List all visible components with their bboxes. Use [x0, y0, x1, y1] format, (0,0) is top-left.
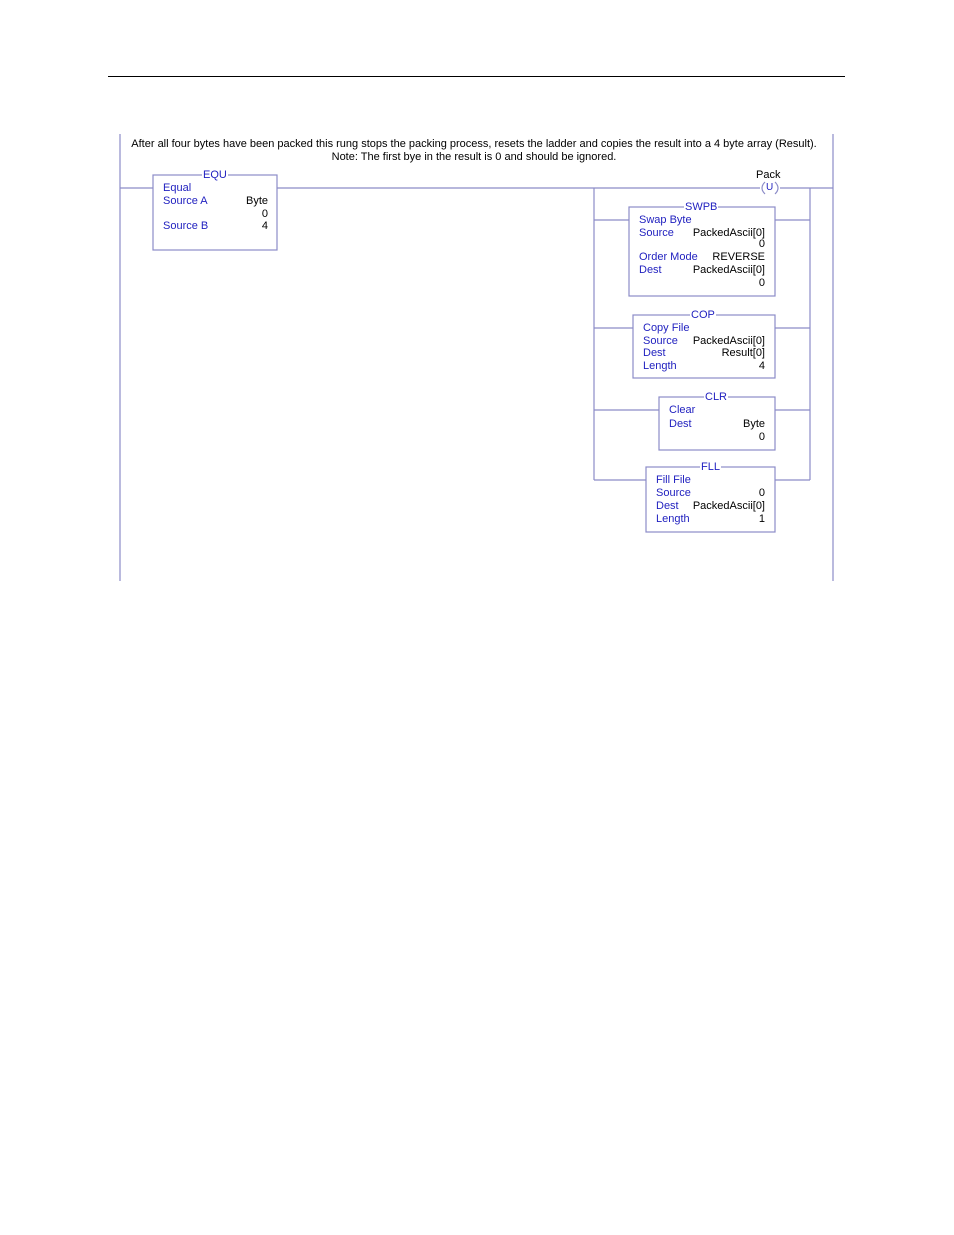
fll-source-value[interactable]: 0 — [758, 487, 765, 499]
fll-dest-label: Dest — [656, 500, 679, 512]
equ-source-b-label: Source B — [163, 220, 209, 232]
cop-name: Copy File — [643, 322, 690, 334]
clr-dest-live: 0 — [758, 431, 765, 443]
swpb-dest-label: Dest — [639, 264, 662, 276]
swpb-source-label: Source — [639, 227, 674, 239]
clr-dest-value[interactable]: Byte — [742, 418, 765, 430]
coil-left-arc — [762, 182, 765, 194]
cop-length-label: Length — [643, 360, 677, 372]
coil-right-arc — [775, 182, 778, 194]
rung-comment: After all four bytes have been packed this rung stops the packing process, resets the ladder and copies the result into a 4 byte array (Result). Note: The first bye in the result is 0 and should be ignored. — [131, 138, 817, 163]
clr-name: Clear — [669, 404, 696, 416]
swpb-source-live: 0 — [758, 238, 765, 250]
swpb-source-value[interactable]: PackedAscii[0] — [692, 227, 765, 239]
swpb-name: Swap Byte — [639, 214, 692, 226]
swpb-order-label: Order Mode — [639, 251, 698, 263]
equ-source-a-label: Source A — [163, 195, 208, 207]
cop-source-label: Source — [643, 335, 678, 347]
coil-unlatch-symbol: U — [766, 182, 774, 193]
equ-source-a-value[interactable]: Byte — [245, 195, 268, 207]
cop-dest-label: Dest — [643, 347, 666, 359]
fll-length-label: Length — [656, 513, 690, 525]
equ-source-a-live: 0 — [261, 208, 268, 220]
swpb-order-value[interactable]: REVERSE — [712, 251, 765, 263]
fll-name: Fill File — [656, 474, 691, 486]
fll-dest-value[interactable]: PackedAscii[0] — [692, 500, 765, 512]
equ-title: EQU — [203, 169, 227, 181]
cop-title: COP — [691, 309, 715, 321]
fll-title: FLL — [701, 461, 720, 473]
coil-tag-label[interactable]: Pack — [756, 169, 781, 181]
cop-source-value[interactable]: PackedAscii[0] — [692, 335, 765, 347]
cop-dest-value[interactable]: Result[0] — [721, 347, 765, 359]
swpb-title: SWPB — [685, 201, 718, 213]
fll-source-label: Source — [656, 487, 691, 499]
swpb-dest-value[interactable]: PackedAscii[0] — [692, 264, 765, 276]
equ-name: Equal — [163, 182, 192, 194]
fll-length-value[interactable]: 1 — [758, 513, 765, 525]
equ-source-b-value[interactable]: 4 — [261, 220, 268, 232]
swpb-dest-live: 0 — [758, 277, 765, 289]
clr-title: CLR — [705, 391, 728, 403]
cop-length-value[interactable]: 4 — [758, 360, 765, 372]
clr-dest-label: Dest — [669, 418, 692, 430]
